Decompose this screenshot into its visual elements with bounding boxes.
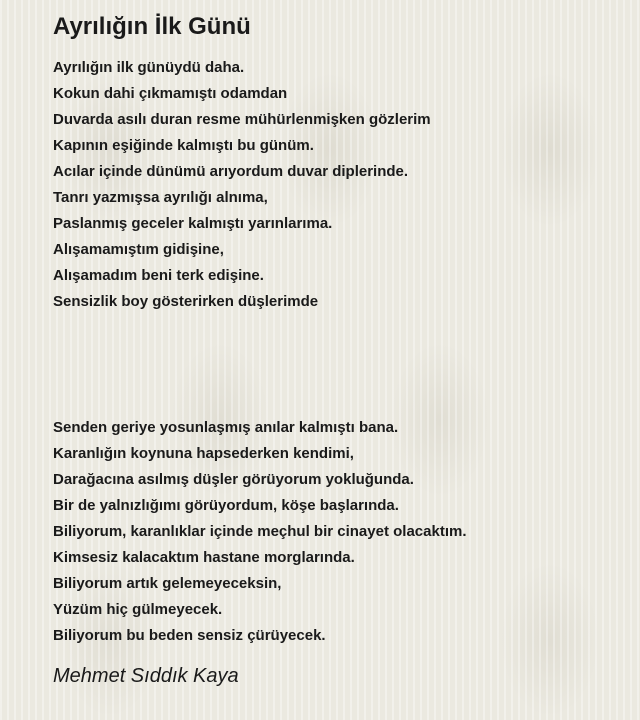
- author-name: Mehmet Sıddık Kaya: [53, 665, 239, 687]
- poem-line: Darağacına asılmış düşler görüyorum yokluğunda.: [53, 471, 414, 488]
- stanza-2: [53, 415, 623, 649]
- poem-line: Kokun dahi çıkmamıştı odamdan: [53, 85, 288, 102]
- poem-line: Biliyorum bu beden sensiz çürüyecek.: [53, 627, 326, 644]
- poem-line: Kimsesiz kalacaktım hastane morglarında.: [53, 549, 355, 566]
- poem-line: Acılar içinde dünümü arıyordum duvar diplerinde.: [53, 163, 409, 180]
- poem-line: Alışamadım beni terk edişine.: [53, 267, 264, 284]
- poem-line: Kapının eşiğinde kalmıştı bu günüm.: [53, 137, 314, 154]
- stanza-1: [53, 55, 623, 315]
- poem-line: Ayrılığın ilk günüydü daha.: [53, 59, 245, 76]
- poem-line: Karanlığın koynuna hapsederken kendimi,: [53, 445, 354, 462]
- poem-line: Bir de yalnızlığımı görüyordum, köşe başlarında.: [53, 497, 399, 514]
- poem-line: Duvarda asılı duran resme mühürlenmişken gözlerim: [53, 111, 431, 128]
- poem-container: [53, 12, 623, 689]
- poem-line: Biliyorum, karanlıklar içinde meçhul bir cinayet olacaktım.: [53, 523, 467, 540]
- poem-line: Alışamamıştım gidişine,: [53, 241, 224, 258]
- poem-line: Biliyorum artık gelemeyeceksin,: [53, 575, 282, 592]
- poem-line: Sensizlik boy gösterirken düşlerimde: [53, 293, 319, 310]
- poem-title: Ayrılığın İlk Günü: [53, 13, 251, 40]
- poem-line: Paslanmış geceler kalmıştı yarınlarıma.: [53, 215, 333, 232]
- poem-line: Senden geriye yosunlaşmış anılar kalmıştı bana.: [53, 419, 399, 436]
- poem-line: Tanrı yazmışsa ayrılığı alnıma,: [53, 189, 268, 206]
- poem-line: Yüzüm hiç gülmeyecek.: [53, 601, 223, 618]
